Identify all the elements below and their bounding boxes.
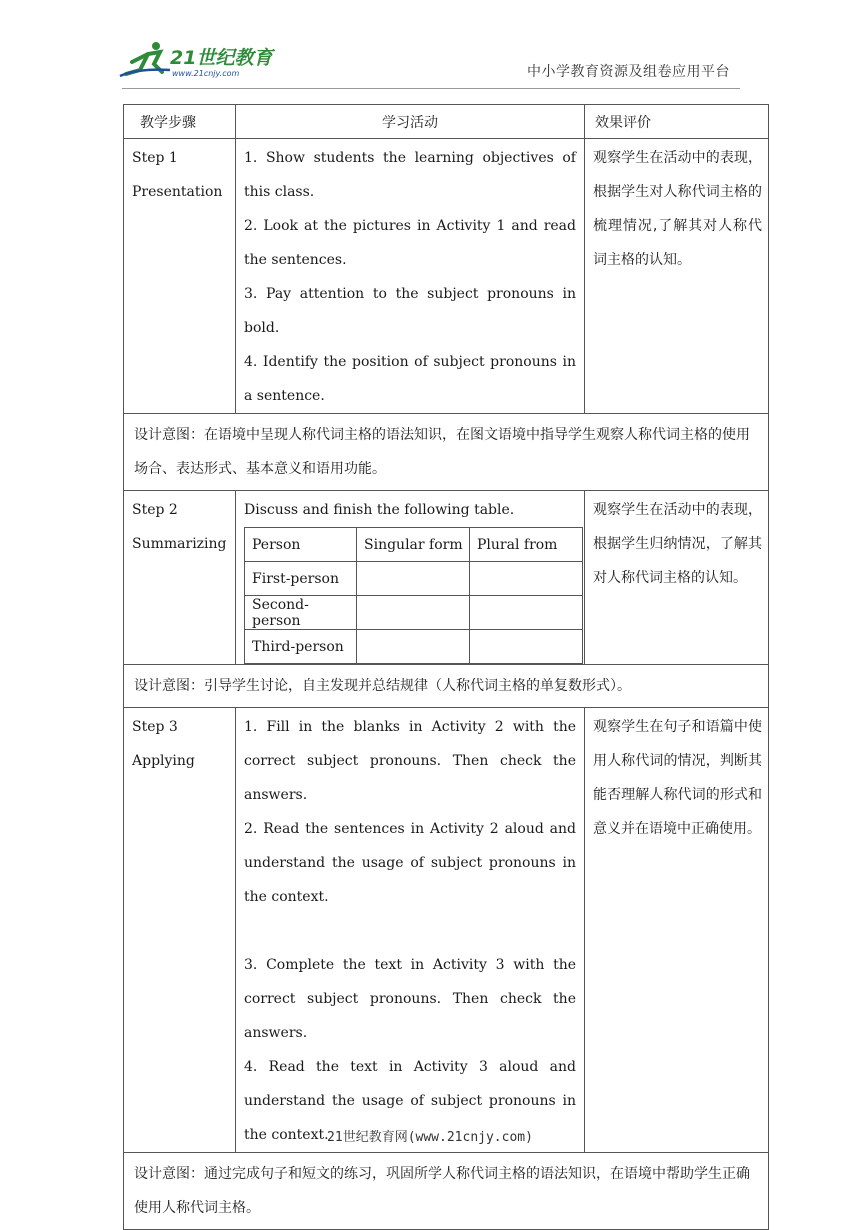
step3-intent-row — [124, 1153, 769, 1230]
step3-activity-3: 3. Complete the text in Activity 3 with the correct subject pronouns. Then check the answers. — [244, 957, 576, 1041]
step2-evaluation: 观察学生在活动中的表现，根据学生归纳情况，了解其对人称代词主格的认知。 — [593, 502, 762, 586]
step2-cell — [124, 491, 236, 665]
step2-row — [124, 491, 769, 665]
logo-url: www.21cnjy.com — [172, 69, 240, 78]
summary-row-second — [245, 596, 583, 630]
summary-third-singular[interactable] — [357, 630, 470, 664]
step3-row — [124, 708, 769, 1153]
step2-intent-text: 设计意图：引导学生讨论，自主发现并总结规律（人称代词主格的单复数形式）。 — [134, 678, 631, 694]
step1-activity-4: 4. Identify the position of subject pronouns in a sentence. — [244, 354, 576, 404]
summary-first-plural[interactable] — [470, 562, 583, 596]
step3-activities — [236, 708, 585, 1153]
summary-third-person: Third-person — [245, 630, 357, 664]
step1-evaluation: 观察学生在活动中的表现，根据学生对人称代词主格的梳理情况,了解其对人称代词主格的认知。 — [593, 150, 762, 268]
summary-first-person: First-person — [245, 562, 357, 596]
step3-activity-1: 1. Fill in the blanks in Activity 2 with the correct subject pronouns. Then check the answers. — [244, 719, 576, 803]
step1-intent — [124, 414, 769, 491]
step1-row — [124, 139, 769, 414]
header-activity: 学习活动 — [236, 105, 585, 139]
step3-cell — [124, 708, 236, 1153]
summary-header-row — [245, 528, 583, 562]
summary-header-person: Person — [245, 528, 357, 562]
summary-first-singular[interactable] — [357, 562, 470, 596]
step1-activity-1: 1. Show students the learning objectives of this class. — [244, 150, 576, 200]
step2-evaluation-cell — [585, 491, 769, 665]
logo-text: 21世纪教育 — [170, 47, 273, 69]
table-header-row — [124, 105, 769, 139]
step3-intent-text: 设计意图：通过完成句子和短文的练习，巩固所学人称代词主格的语法知识，在语境中帮助学生正确使用人称代词主格。 — [134, 1166, 750, 1216]
summary-second-plural[interactable] — [470, 596, 583, 630]
summary-second-person: Second-person — [245, 596, 357, 630]
step3-name: Applying — [132, 753, 195, 769]
summary-header-singular: Singular form — [357, 528, 470, 562]
summary-third-plural[interactable] — [470, 630, 583, 664]
step2-intent-row — [124, 665, 769, 708]
step1-evaluation-cell — [585, 139, 769, 414]
step1-name: Presentation — [132, 184, 223, 200]
summary-second-singular[interactable] — [357, 596, 470, 630]
header-evaluation: 效果评价 — [585, 105, 769, 139]
summary-row-first — [245, 562, 583, 596]
step1-intent-text: 设计意图：在语境中呈现人称代词主格的语法知识，在图文语境中指导学生观察人称代词主格的使用场合、表达形式、基本意义和语用功能。 — [134, 427, 750, 477]
step3-evaluation-cell — [585, 708, 769, 1153]
step2-activities — [236, 491, 585, 665]
step3-intent — [124, 1153, 769, 1230]
step3-activity-2: 2. Read the sentences in Activity 2 aloud and understand the usage of subject pronouns in the context. — [244, 821, 576, 905]
step1-activity-2: 2. Look at the pictures in Activity 1 and read the sentences. — [244, 218, 576, 268]
summary-header-plural: Plural from — [470, 528, 583, 562]
site-logo[interactable] — [118, 40, 288, 84]
step3-number: Step 3 — [132, 719, 178, 735]
page-footer[interactable]: 21世纪教育网(www.21cnjy.com) — [327, 1130, 533, 1145]
step1-activities — [236, 139, 585, 414]
step3-spacer — [244, 914, 576, 948]
lesson-plan-table — [123, 104, 769, 1230]
platform-title: 中小学教育资源及组卷应用平台 — [527, 64, 730, 80]
header-divider — [122, 88, 740, 89]
step1-number: Step 1 — [132, 150, 178, 166]
step2-name: Summarizing — [132, 536, 227, 552]
step2-instruction: Discuss and finish the following table. — [244, 502, 515, 518]
step3-evaluation: 观察学生在句子和语篇中使用人称代词的情况，判断其能否理解人称代词的形式和意义并在语境中正确使用。 — [593, 719, 762, 837]
step1-activity-3: 3. Pay attention to the subject pronouns in bold. — [244, 286, 576, 336]
pronoun-summary-table — [244, 527, 583, 664]
step3-activity-4: 4. Read the text in Activity 3 aloud and understand the usage of subject pronouns in the context. — [244, 1059, 576, 1143]
header-step: 教学步骤 — [124, 105, 236, 139]
step2-intent — [124, 665, 769, 708]
step1-cell — [124, 139, 236, 414]
summary-row-third — [245, 630, 583, 664]
step2-number: Step 2 — [132, 502, 178, 518]
logo-graphic — [118, 40, 288, 84]
step1-intent-row — [124, 414, 769, 491]
